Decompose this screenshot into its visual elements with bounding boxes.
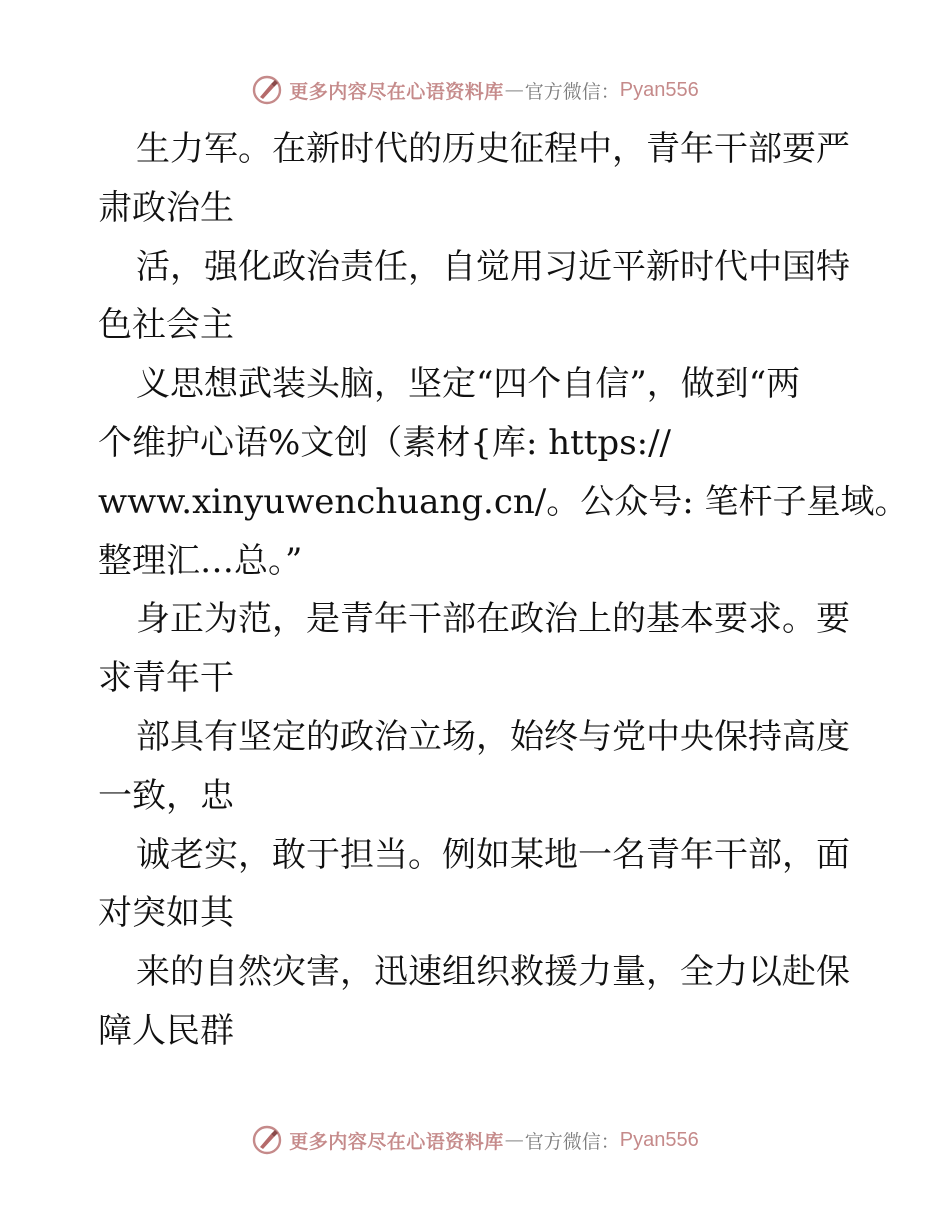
text-line: 一致，忠 xyxy=(98,775,234,816)
banner-dash: — xyxy=(504,1129,524,1151)
document-body xyxy=(98,120,909,1061)
text-line: 障人民群 xyxy=(98,1010,234,1051)
pen-nib-icon xyxy=(251,74,283,106)
text-line: 部具有坚定的政治立场，始终与党中央保持高度 xyxy=(136,716,850,757)
footer-watermark xyxy=(0,1120,950,1160)
banner-main-text: 更多内容尽在心语资料库 xyxy=(289,80,504,103)
text-line: 诚老实，敢于担当。例如某地一名青年干部，面 xyxy=(136,834,850,875)
text-line: 色社会主 xyxy=(98,305,234,346)
text-line: 个维护心语%文创（素材{库: https:// xyxy=(98,422,672,463)
text-line: 生力军。在新时代的历史征程中，青年干部要严 xyxy=(136,129,850,169)
text-line: 义思想武装头脑，坚定“四个自信”，做到“两 xyxy=(136,364,801,405)
text-line: 求青年干 xyxy=(98,658,234,699)
banner-main-text: 更多内容尽在心语资料库 xyxy=(289,1130,504,1153)
banner-wechat-label: 官方微信： xyxy=(524,1130,620,1153)
text-line: www.xinyuwenchuang.cn/。公众号: 笔杆子星域。 xyxy=(98,481,909,522)
text-line: 身正为范，是青年干部在政治上的基本要求。要 xyxy=(136,599,850,640)
banner-wechat-id: Pyan556 xyxy=(619,78,699,101)
text-line: 对突如其 xyxy=(98,893,234,934)
banner-wechat-label: 官方微信： xyxy=(524,80,620,103)
text-line: 整理汇…总。” xyxy=(98,540,303,581)
text-line: 活，强化政治责任，自觉用习近平新时代中国特 xyxy=(136,246,850,287)
banner-wechat-id: Pyan556 xyxy=(619,1128,699,1151)
header-watermark xyxy=(0,70,950,110)
pen-nib-icon xyxy=(251,1124,283,1156)
banner-dash: — xyxy=(504,79,524,101)
text-line: 肃政治生 xyxy=(98,187,234,228)
text-line: 来的自然灾害，迅速组织救援力量，全力以赴保 xyxy=(136,952,850,993)
